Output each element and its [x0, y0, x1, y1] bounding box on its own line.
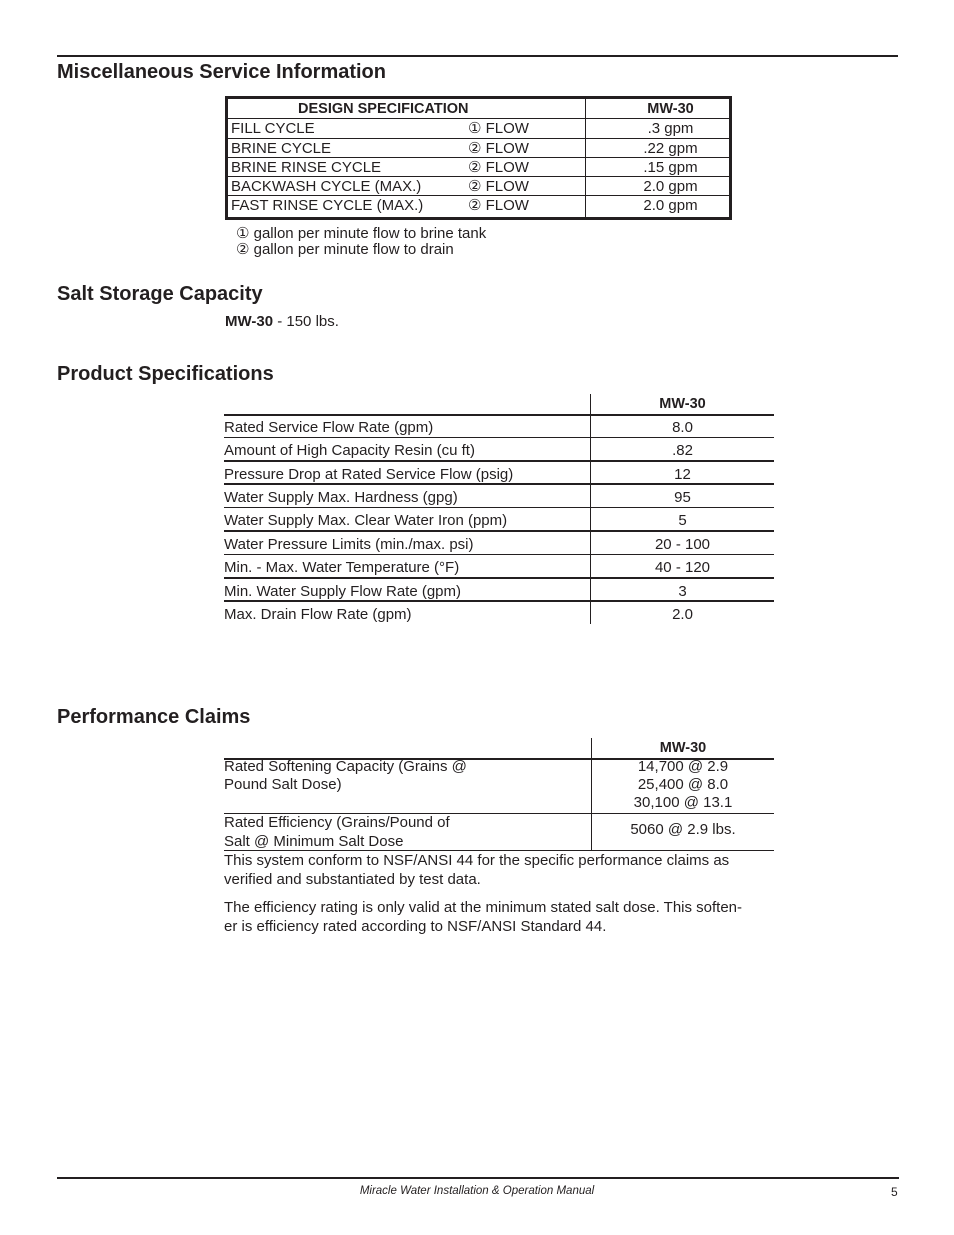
row-rule	[224, 577, 774, 579]
salt-capacity-line	[225, 313, 339, 330]
cycle-name: BRINE CYCLE	[231, 140, 332, 157]
section-title-performance: Performance Claims	[57, 706, 251, 728]
spec-value: 20 - 100	[654, 536, 711, 553]
salt-model: MW-30	[225, 313, 274, 330]
paragraph-line: er is efficiency rated according to NSF/ANSI Standard 44.	[224, 918, 607, 935]
row-rule	[224, 554, 774, 555]
header-rule	[224, 414, 774, 416]
flow-type: ① FLOW	[468, 120, 529, 137]
row-rule	[224, 600, 774, 602]
row-rule	[224, 437, 774, 438]
design-row	[228, 139, 729, 158]
design-spec-table	[225, 96, 732, 220]
spec-value: 12	[674, 466, 691, 483]
flow-type: ② FLOW	[468, 140, 529, 157]
spec-value: 2.0	[672, 606, 693, 623]
flow-value: 2.0 gpm	[643, 178, 698, 195]
flow-value: 2.0 gpm	[643, 197, 698, 214]
claim-value: 25,400 @ 8.0	[637, 776, 729, 793]
flow-type: ② FLOW	[468, 197, 529, 214]
spec-label: Water Supply Max. Clear Water Iron (ppm)	[224, 512, 508, 529]
section-title-misc: Miscellaneous Service Information	[57, 61, 386, 83]
design-row	[228, 196, 729, 215]
row-rule	[224, 530, 774, 532]
claim-label: Pound Salt Dose)	[224, 776, 342, 793]
footnote-drain: ② gallon per minute flow to drain	[236, 241, 454, 258]
claim-label: Rated Efficiency (Grains/Pound of	[224, 814, 450, 831]
paragraph-line: verified and substantiated by test data.	[224, 871, 481, 888]
claim-label: Salt @ Minimum Salt Dose	[224, 833, 404, 850]
spec-value: 95	[674, 489, 691, 506]
footnote-brine-tank: ① gallon per minute flow to brine tank	[236, 225, 487, 242]
section-title-salt: Salt Storage Capacity	[57, 283, 263, 305]
flow-value: .3 gpm	[647, 120, 694, 137]
claim-value: 30,100 @ 13.1	[633, 794, 733, 811]
spec-label: Min. - Max. Water Temperature (°F)	[224, 559, 460, 576]
design-header-model: MW-30	[647, 101, 694, 117]
design-row	[228, 158, 729, 177]
flow-type: ② FLOW	[468, 159, 529, 176]
spec-label: Rated Service Flow Rate (gpm)	[224, 419, 434, 436]
spec-value: 8.0	[672, 419, 693, 436]
page-number: 5	[891, 1185, 898, 1199]
product-header-model: MW-30	[659, 396, 706, 412]
flow-value: .15 gpm	[643, 159, 698, 176]
cycle-name: BACKWASH CYCLE (MAX.)	[231, 178, 422, 195]
claim-label: Rated Softening Capacity (Grains @	[224, 758, 467, 775]
claim-value: 5060 @ 2.9 lbs.	[630, 821, 736, 838]
spec-label: Water Supply Max. Hardness (gpg)	[224, 489, 458, 506]
flow-type: ② FLOW	[468, 178, 529, 195]
spec-label: Water Pressure Limits (min./max. psi)	[224, 536, 474, 553]
section-title-product: Product Specifications	[57, 363, 274, 385]
spec-label: Min. Water Supply Flow Rate (gpm)	[224, 583, 462, 600]
row-rule	[224, 483, 774, 485]
cycle-name: BRINE RINSE CYCLE	[231, 159, 382, 176]
row-rule	[224, 460, 774, 462]
spec-label: Amount of High Capacity Resin (cu ft)	[224, 442, 475, 459]
conformance-paragraph	[224, 851, 779, 889]
design-row	[228, 119, 729, 138]
spec-label: Max. Drain Flow Rate (gpm)	[224, 606, 412, 623]
paragraph-line: This system conform to NSF/ANSI 44 for the specific performance claims as	[224, 852, 730, 869]
performance-header-model: MW-30	[659, 740, 707, 756]
top-rule	[57, 55, 898, 57]
salt-capacity-value: - 150 lbs.	[273, 313, 339, 330]
bottom-rule	[57, 1177, 899, 1179]
paragraph-line: The efficiency rating is only valid at the minimum stated salt dose. This soften-	[224, 899, 743, 916]
spec-value: 3	[678, 583, 687, 600]
spec-label: Pressure Drop at Rated Service Flow (psig)	[224, 466, 514, 483]
spec-value: 5	[678, 512, 687, 529]
spec-value: .82	[672, 442, 693, 459]
flow-value: .22 gpm	[643, 140, 698, 157]
cycle-name: FILL CYCLE	[231, 120, 315, 137]
design-row	[228, 177, 729, 196]
design-header-label: DESIGN SPECIFICATION	[298, 101, 469, 117]
spec-value: 40 - 120	[654, 559, 711, 576]
footer-title: Miracle Water Installation & Operation Manual	[359, 1185, 595, 1197]
claim-value: 14,700 @ 2.9	[637, 758, 729, 775]
row-rule	[224, 507, 774, 508]
efficiency-paragraph	[224, 898, 779, 936]
cycle-name: FAST RINSE CYCLE (MAX.)	[231, 197, 424, 214]
